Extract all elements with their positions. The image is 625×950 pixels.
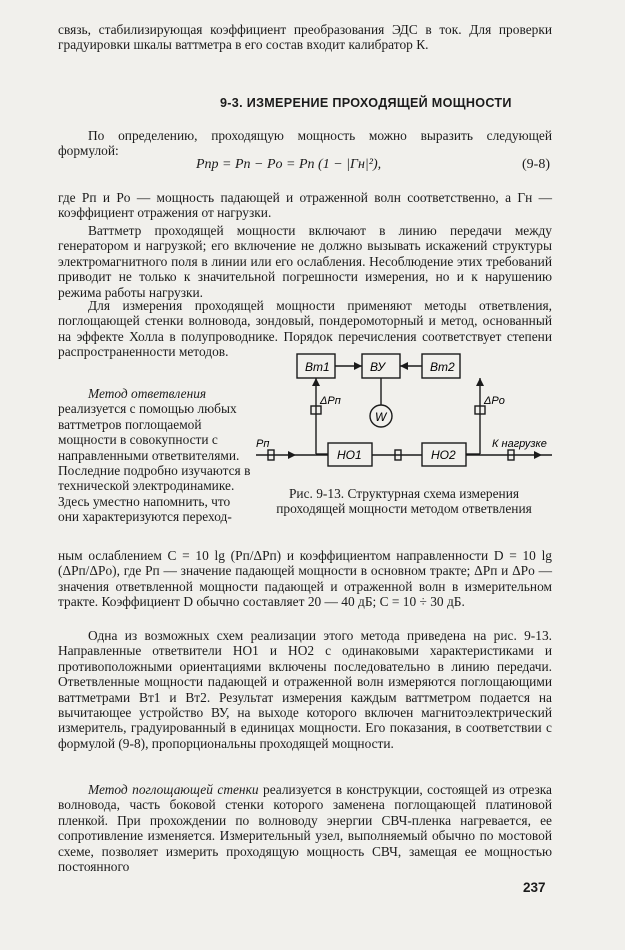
method-branch-lead: Метод ответвления (88, 386, 207, 401)
label-dp-o: ΔPо (484, 395, 505, 407)
formula-number: (9-8) (522, 157, 550, 172)
section-heading (220, 96, 560, 110)
methods-paragraph: Для измерения проходящей мощности применяют методы ответвления, поглощающей стенки волновода, зондовый, пондеромоторный и метод, основанный на эффекте Холла в полупроводнике. Порядок перечисления соответствует степени распространенности методов. (58, 298, 552, 360)
page-number: 237 (523, 880, 546, 895)
section-number: 9-3. (220, 96, 243, 110)
attenuation-paragraph: ным ослаблением C = 10 lg (Pп/ΔPп) и коэффициентом направленности D = 10 lg (ΔPп/ΔPо), где Pп — значение падающей мощности в основном тракте; ΔPп и ΔPо — значения ответвленной мощности падающей и отраженной волн в измерительном тракте. Коэффициент D обычно составляет 20 — 40 дБ; C = 10 ÷ 30 дБ. (58, 548, 552, 610)
arrow-to-vu-right (400, 362, 408, 370)
arrow-up-right (476, 378, 484, 386)
label-load: К нагрузке (492, 438, 547, 450)
scheme-paragraph: Одна из возможных схем реализации этого метода приведена на рис. 9-13. Направленные ответвители НО1 и НО2 с одинаковыми характеристиками и противоположными ориентациями включены последовательно в линию передачи. Ответвленные мощности падающей и отраженной волн измеряются поглощающими ваттметрами Вт1 и Вт2. Результат измерения каждым ваттметром подается на вычитающее устройство ВУ, на выходе которого включен магнитоэлектрический измеритель, градуированный в единицах мощности. Его показания, в соответствии с формулой (9-8), пропорциональны проходящей мощности. (58, 628, 552, 751)
figure-caption: Рис. 9-13. Структурная схема измерения проходящей мощности методом ответвления (276, 486, 532, 517)
arrow-input (288, 451, 296, 459)
label-ho2: НО2 (431, 448, 456, 462)
side-column-text (58, 386, 253, 525)
arrow-output (534, 451, 542, 459)
label-vu: ВУ (370, 360, 385, 374)
intro-paragraph: По определению, проходящую мощность можно выразить следующей формулой: (58, 128, 552, 159)
label-ho1: НО1 (337, 448, 362, 462)
section-title: ИЗМЕРЕНИЕ ПРОХОДЯЩЕЙ МОЩНОСТИ (246, 96, 512, 110)
formula-9-8 (196, 157, 556, 173)
method-wall-lead: Метод поглощающей стенки (88, 782, 259, 797)
label-bt1: Вт1 (305, 360, 330, 374)
formula-text: Pпр = Pп − Pо = Pп (1 − |Γн|²), (196, 157, 382, 172)
method-wall-body: реализуется в конструкции, состоящей из отрезка волновода, часть боковой стенки которого заменена поглощающей платиновой пленкой. При прохождении по волноводу энергии СВЧ-пленка нагревается, ее сопротивление изменяется. Измерительный узел, выполняемый обычно по мостовой схеме, позволяет измерить проходящую мощность СВЧ, замещая ее мощностью постоянного (58, 782, 552, 875)
label-dp-p: ΔPп (320, 395, 341, 407)
label-bt2: Вт2 (430, 360, 455, 374)
label-meter: W (375, 410, 387, 424)
after-formula-paragraph: где Pп и Pо — мощность падающей и отраженной волн соответственно, а Γн — коэффициент отражения от нагрузки. (58, 190, 552, 221)
method-branch-body: реализуется с помощью любых ваттметров поглощаемой мощности в совокупности с направленными ответвителями. Последние подробно изучаются в технической электродинамике. Здесь уместно напомнить, что они характеризуются переход- (58, 401, 251, 525)
last-paragraph (58, 782, 552, 874)
arrow-to-vu-left (354, 362, 362, 370)
label-input: Pп (256, 438, 270, 450)
wattmeter-paragraph: Ваттметр проходящей мощности включают в линию передачи между генератором и нагрузкой; его включение не должно вызывать искажений структуры электромагнитного поля в линии или его ослабления. Несоблюдение этих требований приводит не только к значительной погрешности измерения, но и к нарушению режима работы нагрузки. (58, 223, 552, 300)
arrow-up-left (312, 378, 320, 386)
top-paragraph: связь, стабилизирующая коэффициент преобразования ЭДС в ток. Для проверки градуировки шкалы ваттметра в его состав входит калибратор К. (58, 22, 552, 53)
figure-9-13-diagram (252, 346, 557, 486)
